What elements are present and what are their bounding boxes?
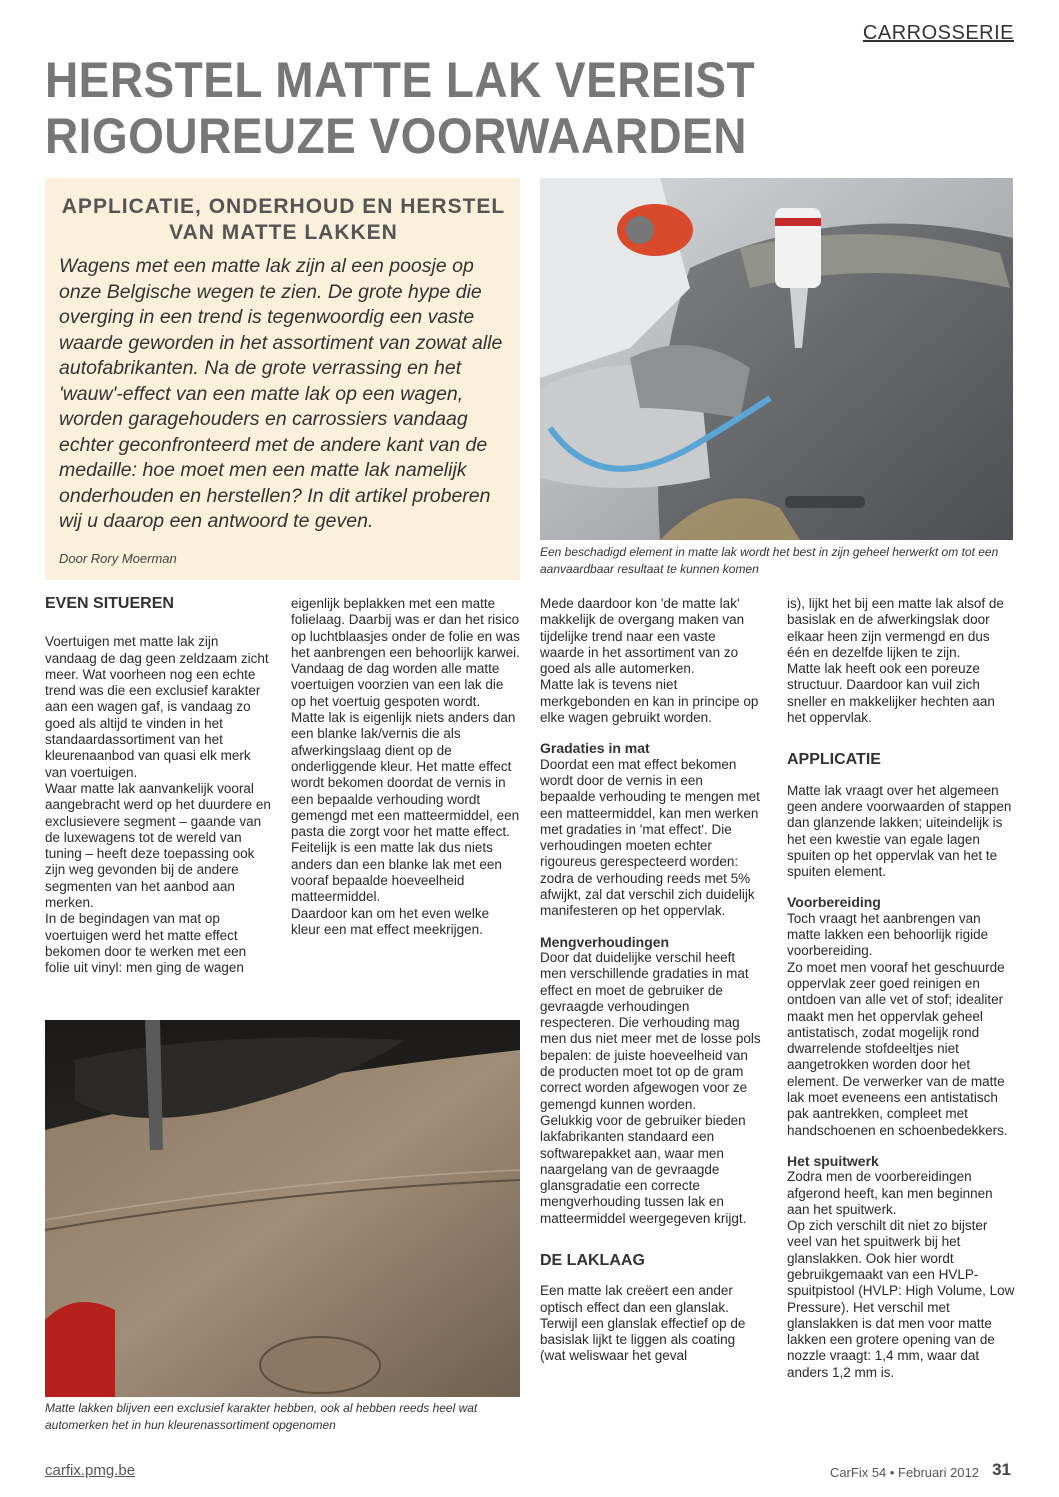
photo-matte-car-image — [45, 1020, 520, 1397]
heading-gradaties-in-mat: Gradaties in mat — [540, 740, 650, 757]
byline: Door Rory Moerman — [59, 550, 177, 566]
photo-matte-car — [45, 1020, 520, 1397]
intro-subtitle: APPLICATIE, ONDERHOUD EN HERSTEL VAN MATTE LAKKEN — [61, 195, 506, 244]
heading-de-laklaag: DE LAKLAAG — [540, 1251, 645, 1269]
caption-top: Een beschadigd element in matte lak wordt het best in zijn geheel herwerkt om tot een aanvaardbaar resultaat te kunnen komen — [540, 545, 999, 576]
paragraph: Feitelijk is een matte lak dus niets anders dan een blanke lak met een vooraf bepaalde hoeveelheid matteermiddel. — [291, 840, 502, 905]
intro-box — [45, 178, 520, 580]
paragraph: Matte lak heeft ook een poreuze structuur. Daardoor kan vuil zich sneller en makkelijker hechten aan het oppervlak. — [787, 661, 995, 726]
paragraph: Waar matte lak aanvankelijk vooral aangebracht werd op het duurdere en exclusievere segment – gaande van de luxewagens tot de wereld van tuning – heeft deze toepassing ook zijn weg gevonden bij de andere segmenten van het aanbod aan merken. — [45, 780, 271, 911]
photo-spray-painter — [540, 178, 1013, 540]
paragraph: Op zich verschilt dit niet zo bijster veel van het spuitwerk bij het glanslakken. Ook hier wordt gebruikgemaakt van een HVLP-spuitpistool (HVLP: High Volume, Low Pressure). Het verschil met glanslakken is dat men voor matte lakken een grotere opening van de nozzle vraagt: 1,4 mm, waar dat anders 1,2 mm is. — [787, 1218, 1015, 1380]
heading-even-situeren: EVEN SITUEREN — [45, 595, 174, 612]
paragraph: Doordat een mat effect bekomen wordt door de vernis in een bepaalde verhouding te mengen met een matteermiddel, kan men werken met gradaties in 'mat effect'. Die verhoudingen moeten echter rigoureus gerespecteerd worden: zodra de verhouding reeds met 5% afwijkt, zal dat verschil zich duidelijk manifesteren op het oppervlak. — [540, 756, 760, 919]
paragraph: eigenlijk beplakken met een matte folielaag. Daarbij was er dan het risico op luchtblaasjes onder de folie en was het aanbrengen een behoorlijk karwei. — [291, 596, 520, 660]
paragraph: Matte lak is eigenlijk niets anders dan een blanke lak/vernis die als afwerkingslaag dient op de onderliggende kleur. Het matte effect wordt bekomen doordat de vernis in een bepaalde verhouding wordt gemengd met een matteermiddel, een pasta die zorgt voor het matte effect. — [291, 710, 520, 840]
footer-issue: CarFix 54 • Februari 2012 — [829, 1465, 979, 1480]
photo-spray-painter-image — [540, 178, 1013, 540]
paragraph: In de begindagen van mat op voertuigen werd het matte effect bekomen door te werken met een folie uit vinyl: men ging de wagen — [45, 911, 247, 976]
heading-voorbereiding: Voorbereiding — [787, 894, 881, 911]
headline-line-1: HERSTEL MATTE LAK VEREIST — [45, 52, 756, 108]
paragraph: Gelukkig voor de gebruiker bieden lakfabrikanten standaard een softwarepakket aan, waar men naargelang van de gevraagde glansgradatie een correcte mengverhouding tussen lak en matteermiddel weergegeven krijgt. — [540, 1112, 747, 1226]
column-2 — [291, 596, 521, 938]
intro-lead: Wagens met een matte lak zijn al een poosje op onze Belgische wegen te zien. De grote hype die overging in een trend is tegenwoordig een vaste waarde geworden in het assortiment van zowat alle autofabrikanten. Na de grote verrassing en het 'wauw'-effect van een matte lak op een wagen, worden garagehouders en carrossiers vandaag echter geconfronteerd met de andere kant van de medaille: hoe moet men een matte lak namelijk onderhouden en herstellen? In dit artikel proberen wij u daarop een antwoord te geven. — [59, 255, 503, 532]
paragraph: Een matte lak creëert een ander optisch effect dan een glanslak. Terwijl een glanslak effectief op de basislak lijkt te liggen als coating (wat weliswaar het geval — [540, 1283, 746, 1364]
headline-line-2: RIGOUREUZE VOORWAARDEN — [45, 108, 747, 164]
paragraph: Matte lak vraagt over het algemeen geen andere voorwaarden of stappen dan glanzende lakken; uiteindelijk is het een kwestie van egale lagen spuiten op het oppervlak van het te spuiten element. — [787, 782, 1012, 880]
paragraph: is), lijkt het bij een matte lak alsof de basislak en de afwerkingslak door elkaar heen zijn vermengd en dus één en dezelfde lijken te zijn. — [787, 596, 1004, 660]
column-4 — [787, 596, 1015, 1381]
paragraph: Vandaag de dag worden alle matte voertuigen voorzien van een lak die op het voertuig gespoten wordt. — [291, 661, 504, 709]
paragraph: Toch vraagt het aanbrengen van matte lakken een behoorlijk rigide voorbereiding. — [787, 910, 989, 959]
column-1 — [45, 596, 273, 977]
page-number: 31 — [992, 1460, 1011, 1479]
heading-mengverhoudingen: Mengverhoudingen — [540, 933, 670, 950]
heading-applicatie: APPLICATIE — [787, 751, 881, 769]
paragraph: Mede daardoor kon 'de matte lak' makkelijk de overgang maken van tijdelijke trend naar een vaste waarde in het assortiment van zo goed als alle automerken. — [540, 596, 745, 677]
paragraph: Door dat duidelijke verschil heeft men verschillende gradaties in mat effect en moet de gebruiker de gevraagde verhoudingen respecteren. Die verhouding mag men dus niet meer met de losse pols bepalen: de juiste hoeveelheid van de producten moet tot op de gram correct worden afgewogen voor ze gemengd kunnen worden. — [540, 949, 761, 1112]
heading-het-spuitwerk: Het spuitwerk — [787, 1152, 879, 1169]
section-label: CARROSSERIE — [862, 22, 1014, 44]
paragraph: Daardoor kan om het even welke kleur een mat effect meekrijgen. — [291, 905, 490, 937]
paragraph: Voertuigen met matte lak zijn vandaag de dag geen zeldzaam zicht meer. Wat voorheen nog een echte trend was die een exclusief karakter aan een wagen gaf, is vandaag zo goed als altijd te vinden in het standaardassortiment van het kleurenaanbod van quasi elk merk van voertuigen. — [45, 634, 269, 780]
footer-website-link[interactable]: carfix.pmg.be — [45, 1462, 136, 1479]
caption-bottom: Matte lakken blijven een exclusief karakter hebben, ook al hebben reeds heel wat automerken het in hun kleurenassortiment opgenomen — [45, 1401, 478, 1432]
column-3 — [540, 596, 762, 1365]
paragraph: Matte lak is tevens niet merkgebonden en kan in principe op elke wagen gebruikt worden. — [540, 677, 759, 726]
headline — [45, 52, 947, 164]
paragraph: Zodra men de voorbereidingen afgerond heeft, kan men beginnen aan het spuitwerk. — [787, 1169, 993, 1217]
paragraph: Zo moet men vooraf het geschuurde oppervlak zeer goed reinigen en ontdoen van alle vet of stof; idealiter maakt men het oppervlak geheel antistatisch, zodat mogelijk rond dwarrelende stofdeeltjes niet aangetrokken worden door het element. De verwerker van de matte lak moet eveneens een antistatisch pak aantrekken, compleet met handschoenen en schoenbedekkers. — [787, 959, 1008, 1138]
